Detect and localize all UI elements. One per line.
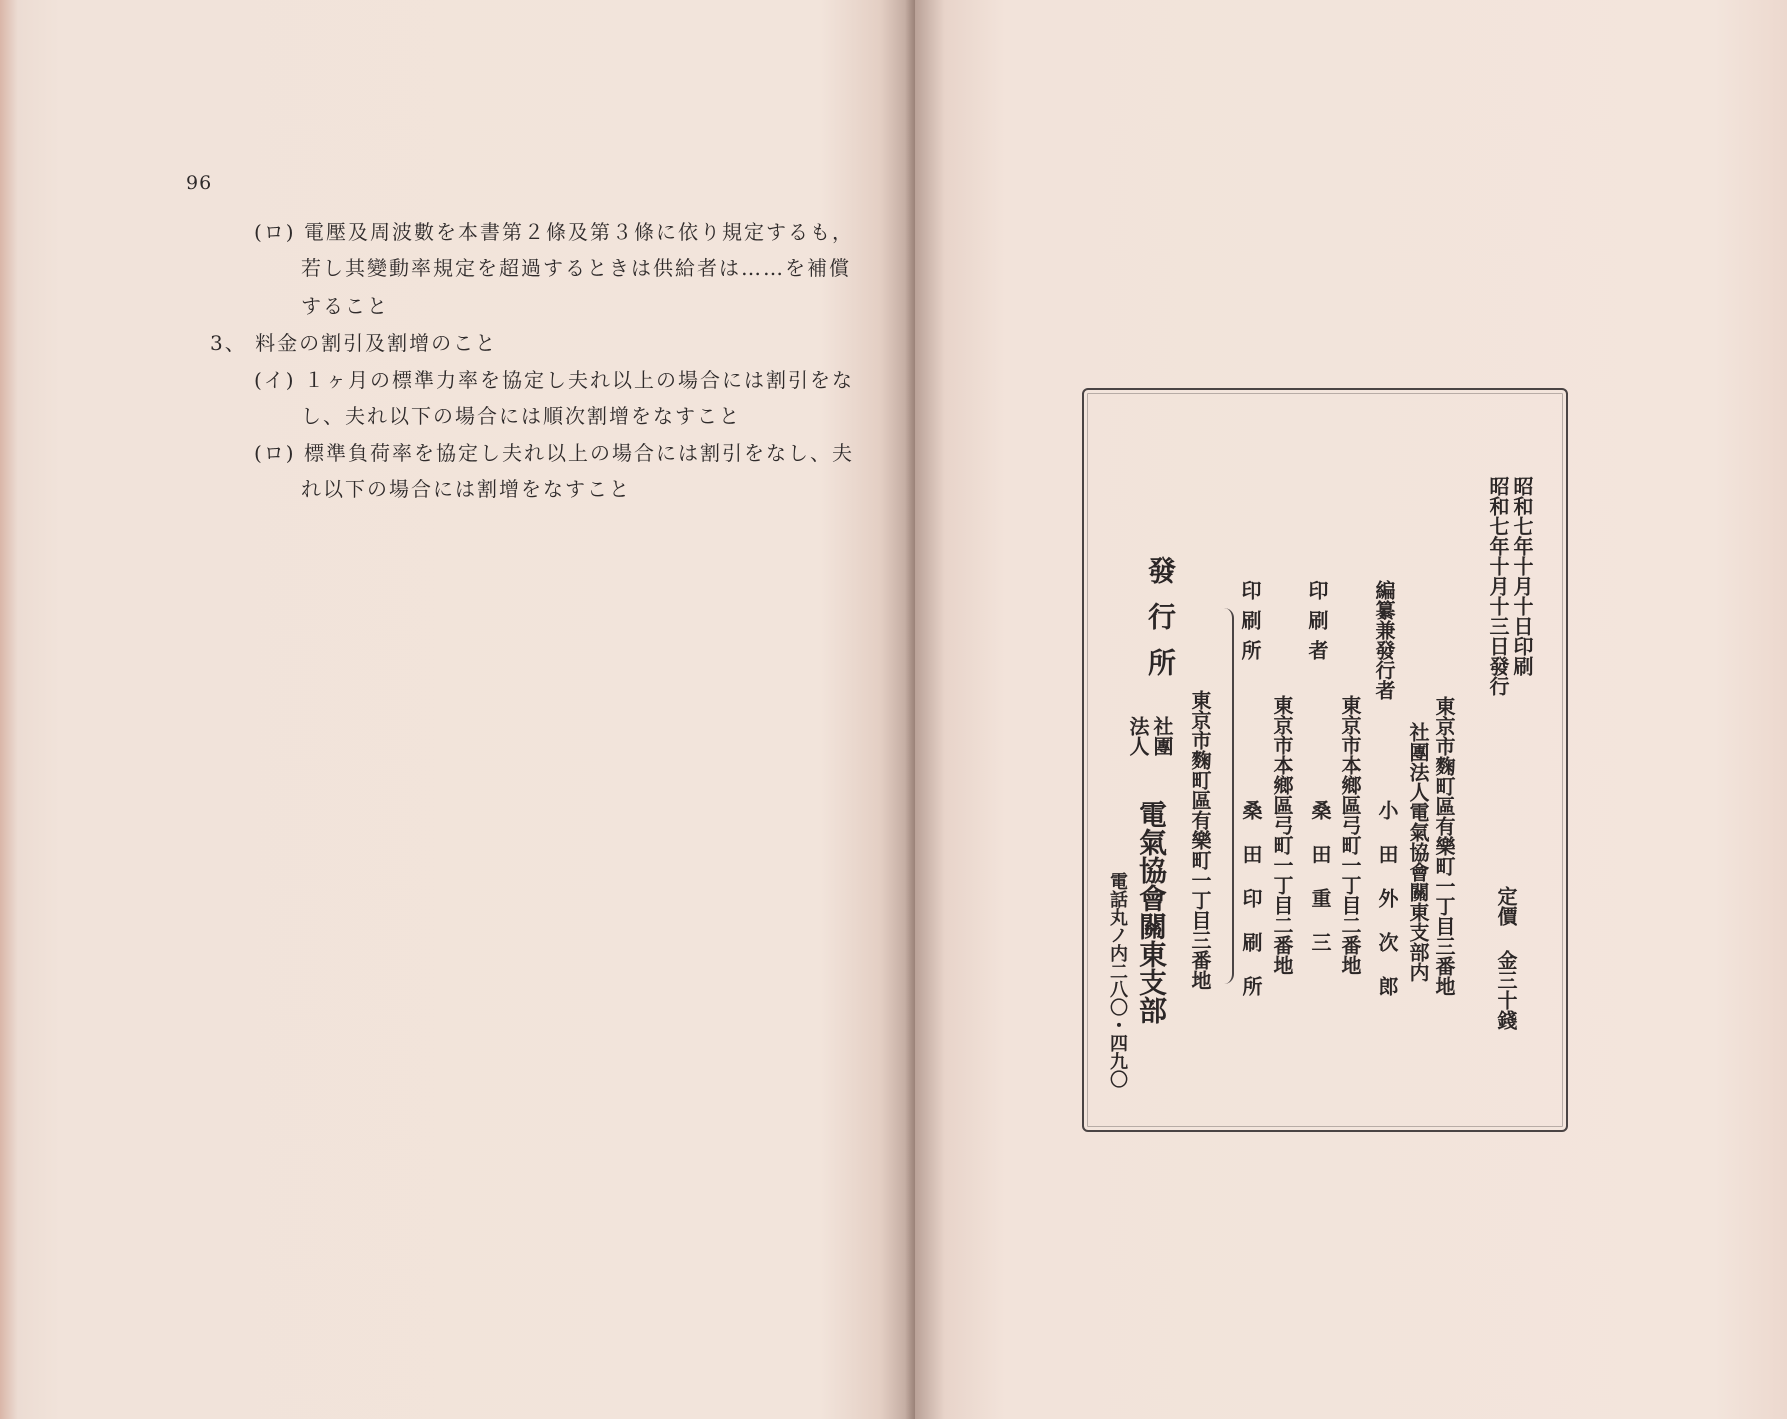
text-line: (イ) １ヶ月の標準力率を協定し夫れ以上の場合には割引をな <box>254 368 854 392</box>
issue-date: 昭和七年十月十三日發行 <box>1486 476 1510 696</box>
address-bracket <box>1218 608 1234 984</box>
page-number: 96 <box>186 172 213 194</box>
printshop-name: 桑 田 印 刷 所 <box>1239 800 1263 996</box>
editor-label: 編纂兼發行者 <box>1372 580 1396 700</box>
printer-address: 東京市本鄉區弓町一丁目二番地 <box>1338 695 1362 975</box>
printer-label: 印刷者 <box>1305 580 1329 670</box>
text-line: (ロ) 標準負荷率を協定し夫れ以上の場合には割引をなし、夫 <box>254 441 854 465</box>
phone: 電話丸ノ内二八〇・四九〇 <box>1107 872 1128 1088</box>
printshop-address: 東京市本鄉區弓町一丁目二番地 <box>1270 695 1294 975</box>
publisher-address: 東京市麴町區有樂町一丁目三番地 <box>1188 690 1212 990</box>
text-line: し、夫れ以下の場合には順次割增をなすこと <box>301 404 741 428</box>
printshop-label: 印刷所 <box>1238 580 1262 670</box>
editor-address: 東京市麴町區有樂町一丁目三番地 <box>1432 696 1456 996</box>
price: 定價 金三十錢 <box>1494 886 1518 1030</box>
text-line: 若し其變動率規定を超過するときは供給者は……を補償 <box>301 256 851 280</box>
editor-name: 小 田 外 次 郎 <box>1375 800 1399 996</box>
text-line: れ以下の場合には割增をなすこと <box>301 477 631 501</box>
print-date: 昭和七年十月十日印刷 <box>1510 476 1534 676</box>
text-line: 3、 料金の割引及割增のこと <box>210 331 498 355</box>
text-line: すること <box>301 294 389 318</box>
publisher-type-1: 社團 <box>1150 716 1174 756</box>
publisher-name: 電氣協會關東支部 <box>1135 800 1168 1024</box>
publisher-label: 發行所 <box>1144 556 1177 694</box>
printer-name: 桑 田 重 三 <box>1308 800 1332 952</box>
text-line: (ロ) 電壓及周波數を本書第２條及第３條に依り規定するも， <box>254 220 854 244</box>
publisher-type-2: 法人 <box>1126 716 1150 756</box>
editor-org: 社團法人電氣協會關東支部内 <box>1406 722 1430 982</box>
